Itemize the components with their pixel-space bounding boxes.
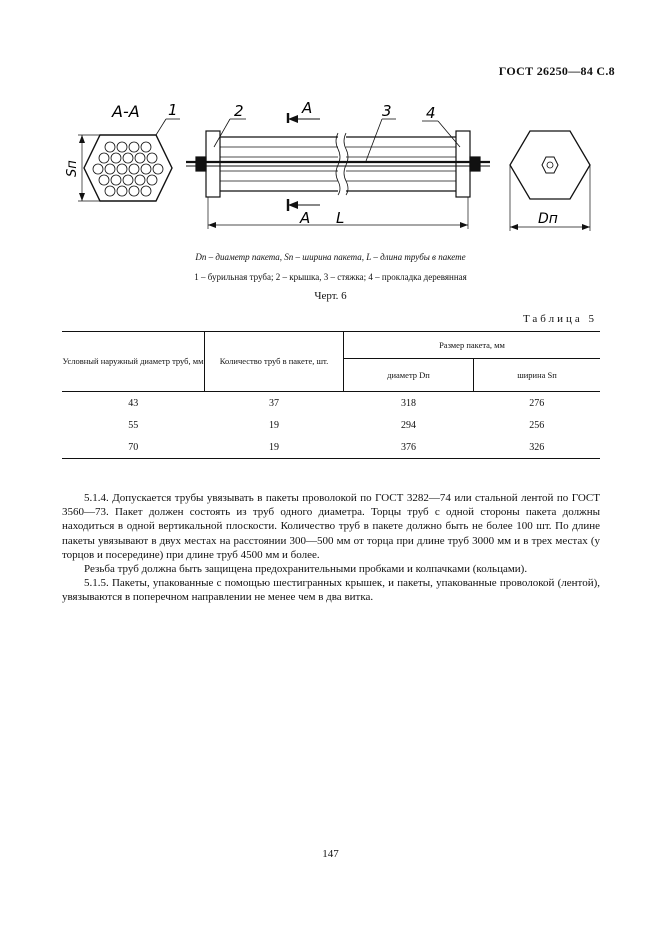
paragraph-5-1-5: 5.1.5. Пакеты, упакованные с помощью шестигранных крышек, и пакеты, упакованные проволокой (лентой), увязываются в поперечном направлении не менее чем в два витка.	[62, 577, 600, 604]
body-text	[62, 491, 600, 605]
table-cell: 376	[344, 436, 474, 459]
table-cell: 43	[128, 397, 139, 409]
table-cell: 276	[529, 397, 545, 409]
table-row	[62, 414, 600, 436]
package-drawing	[60, 95, 600, 243]
diameter-label: Dп	[538, 211, 558, 227]
figure-caption: Черт. 6	[314, 290, 347, 302]
table-cell: 19	[205, 436, 344, 459]
legend-line-1: Dп – диаметр пакета, Sп – ширина пакета, L – длина трубы в пакете	[195, 252, 466, 262]
callout-1: 1	[168, 101, 178, 119]
col-header-diameter: диаметр Dп	[344, 359, 474, 392]
page-header: ГОСТ 26250—84 С.8	[498, 64, 615, 78]
callout-4: 4	[426, 104, 436, 122]
arrow-label-bottom: А	[300, 209, 311, 227]
table-cell: 55	[128, 419, 139, 431]
length-label: L	[336, 209, 345, 227]
page-number: 147	[322, 848, 339, 860]
table-cell: 37	[269, 397, 279, 409]
paragraph-thread-protection: Резьба труб должна быть защищена предохранительными пробками и колпачками (кольцами).	[84, 563, 528, 576]
legend-line-2: 1 – бурильная труба; 2 – крышка, 3 – стяжка; 4 – прокладка деревянная	[194, 272, 467, 282]
table-cell: 256	[529, 419, 545, 431]
col-header-pipe-diameter: Условный наружный диаметр труб, мм	[62, 332, 205, 392]
callout-3: 3	[382, 102, 392, 120]
table-cell: 318	[401, 397, 416, 409]
table-cell: 19	[269, 419, 279, 431]
table-cell: 70	[62, 436, 205, 459]
table-row	[62, 392, 600, 415]
section-view	[78, 119, 180, 201]
callout-2: 2	[234, 102, 244, 120]
package-size-table	[62, 331, 600, 459]
table-cell: 326	[474, 436, 601, 459]
section-label: А-А	[112, 102, 140, 121]
width-label: Sп	[65, 160, 80, 177]
col-header-width: ширина Sп	[474, 359, 601, 392]
col-header-package-size: Размер пакета, мм	[344, 332, 601, 359]
table-label: Таблица 5	[522, 313, 597, 325]
table-cell: 294	[401, 419, 416, 431]
table-row	[62, 436, 600, 459]
arrow-label-top: А	[302, 99, 313, 117]
col-header-pipe-count: Количество труб в пакете, шт.	[205, 332, 344, 392]
paragraph-5-1-4: 5.1.4. Допускается трубы увязывать в пакеты проволокой по ГОСТ 3282—74 или стальной лентой по ГОСТ 3560—73. Пакет должен состоять из труб одного диаметра. Торцы труб с одной стороны пакета должны находиться в одной вертикальной плоскости. Количество труб в пакете должно быть не более 100 шт. По длине пакеты увязывают в двух местах на расстоянии 300—500 мм от торца при длине труб 3000 мм и в трех местах (у торцов и посередине) при длине труб 4500 мм и более.	[62, 492, 600, 561]
